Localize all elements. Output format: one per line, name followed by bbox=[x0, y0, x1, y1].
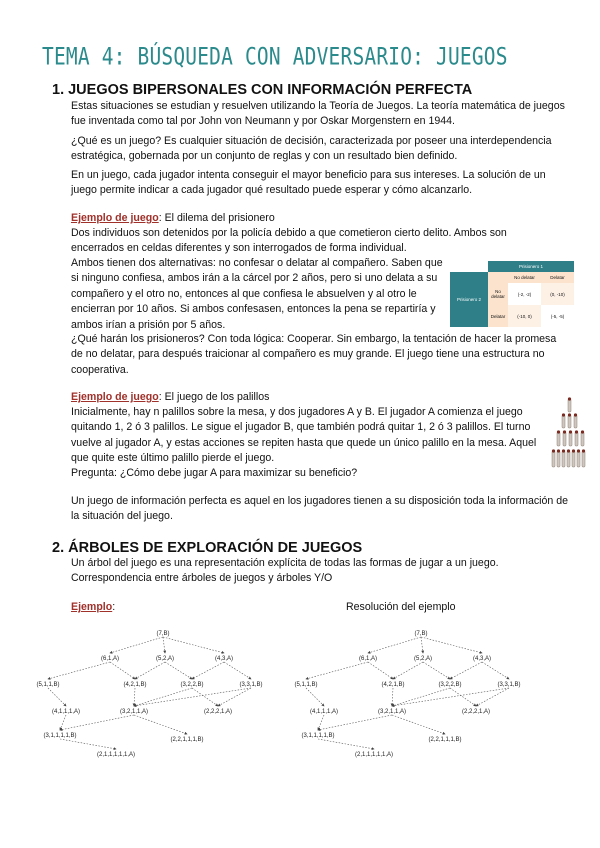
tree-edge bbox=[482, 662, 509, 679]
game-tree-resolution bbox=[294, 631, 520, 758]
tree-edge bbox=[135, 662, 165, 679]
tree-example-header bbox=[71, 600, 115, 615]
example-2-label: Ejemplo de juego bbox=[71, 391, 159, 403]
tree-node: (3,2,2,B) bbox=[180, 682, 204, 688]
section-2-body: Un árbol del juego es una representación explícita de todas las formas de jugar a un juego. Correspondencia entre árboles de juegos y árboles Y/O bbox=[71, 557, 499, 585]
tree-edge bbox=[450, 662, 482, 679]
tree-edge bbox=[60, 715, 134, 730]
tree-node: (4,1,1,1,A) bbox=[51, 709, 81, 715]
example-1-header bbox=[71, 211, 571, 226]
example-2-question: Pregunta: ¿Cómo debe jugar A para maximizar su beneficio? bbox=[71, 467, 358, 479]
tree-edge bbox=[393, 662, 423, 679]
tree-edge bbox=[48, 662, 110, 679]
tree-node: (3,3,1,B) bbox=[239, 682, 263, 688]
tree-edge bbox=[392, 688, 509, 706]
tree-edge bbox=[60, 739, 116, 749]
example-1-body: Ambos tienen dos alternativas: no confesar o delatar al compañero. Saben que si ninguno confiesa, ambos irán a la cárcel por 2 años, pero si uno delata a su compañero y el otro no, entonces al que confiesa le absuelven y al otro le encierran por 10 años. Si ambos confesasen, entonces la pena se repartiría y ambos irían a prisión por 5 años. bbox=[71, 257, 443, 331]
tree-node: (5,1,1,B) bbox=[294, 682, 318, 688]
tree-edge bbox=[318, 715, 324, 730]
matchsticks-illustration bbox=[550, 395, 590, 473]
tree-edge bbox=[392, 688, 393, 706]
paragraph-what-is-game: ¿Qué es un juego? Es cualquier situación de decisión, caracterizada por poseer una interdependencia estratégica, gobernada por un conjunto de reglas y con un resultado bien definido. bbox=[71, 135, 552, 163]
tree-edge bbox=[60, 715, 66, 730]
tree-edge bbox=[368, 662, 393, 679]
tree-example-label: Ejemplo bbox=[71, 601, 113, 613]
payoff-cell: (0, -10) bbox=[541, 283, 574, 305]
tree-edge bbox=[318, 739, 374, 749]
tree-edge bbox=[192, 688, 218, 706]
tree-edge bbox=[392, 715, 445, 734]
paragraph-solution: En un juego, cada jugador intenta conseguir el mayor beneficio para sus intereses. La solución de un juego permite indicar a cada jugador qué resultado puede esperar y cómo alcanzarlo. bbox=[71, 169, 546, 197]
tree-edge bbox=[165, 662, 192, 679]
payoff-col-header: Delatar bbox=[541, 272, 574, 283]
payoff-table bbox=[450, 261, 574, 327]
tree-node: (4,3,A) bbox=[472, 656, 492, 662]
tree-node: (3,2,1,1,A) bbox=[377, 709, 407, 715]
tree-edge bbox=[224, 662, 251, 679]
tree-node: (2,2,1,1,1,B) bbox=[428, 737, 462, 743]
tree-node: (6,1,A) bbox=[100, 656, 120, 662]
tree-node: (4,2,1,B) bbox=[123, 682, 147, 688]
tree-node: (2,2,2,1,A) bbox=[203, 709, 233, 715]
payoff-cell: (-5, -5) bbox=[541, 305, 574, 327]
tree-node: (3,1,1,1,1,B) bbox=[301, 733, 335, 739]
game-trees bbox=[0, 620, 600, 770]
tree-node: (5,1,1,B) bbox=[36, 682, 60, 688]
paragraph-intro: Estas situaciones se estudian y resuelven utilizando la Teoría de Juegos. La teoría matemática de juegos fue inventada como tal por John von Neumann y por Oskar Morgenstern en 1944. bbox=[71, 100, 565, 128]
tree-node: (6,1,A) bbox=[358, 656, 378, 662]
tree-node: (2,2,1,1,1,B) bbox=[170, 737, 204, 743]
tree-edge bbox=[450, 688, 476, 706]
tree-edge bbox=[423, 662, 450, 679]
tree-node: (2,1,1,1,1,1,A) bbox=[354, 752, 394, 758]
payoff-cell: (-10, 0) bbox=[508, 305, 541, 327]
section-1-heading: 1. JUEGOS BIPERSONALES CON INFORMACIÓN PERFECTA bbox=[52, 82, 473, 98]
tree-edge bbox=[110, 662, 135, 679]
page-title: TEMA 4: BÚSQUEDA CON ADVERSARIO: JUEGOS bbox=[42, 42, 508, 71]
tree-edge bbox=[192, 662, 224, 679]
tree-node: (5,2,A) bbox=[155, 656, 175, 662]
section-2-heading: 2. ÁRBOLES DE EXPLORACIÓN DE JUEGOS bbox=[52, 540, 363, 556]
tree-node: (5,2,A) bbox=[413, 656, 433, 662]
tree-node: (3,2,1,1,A) bbox=[119, 709, 149, 715]
tree-edge bbox=[306, 688, 324, 706]
game-tree-example bbox=[36, 631, 262, 758]
payoff-row-header: No delatar bbox=[488, 283, 508, 305]
tree-node: (3,1,1,1,1,B) bbox=[43, 733, 77, 739]
tree-edge bbox=[163, 637, 165, 653]
tree-node: (4,2,1,B) bbox=[381, 682, 405, 688]
tree-edge bbox=[306, 662, 368, 679]
tree-edge bbox=[368, 637, 421, 653]
tree-edge bbox=[163, 637, 224, 653]
example-1-intro: Dos individuos son detenidos por la policía debido a que cometieron cierto delito. Ambos son encerrados en celdas diferentes y son interrogados de forma individual. bbox=[71, 227, 507, 255]
tree-edge bbox=[134, 688, 192, 706]
closing-paragraph: Un juego de información perfecta es aquel en los jugadores tienen a su disposición toda la información de la situación del juego. bbox=[71, 495, 569, 523]
tree-example-colon: : bbox=[112, 601, 116, 613]
tree-node: (7,B) bbox=[156, 631, 170, 637]
tree-edge bbox=[392, 688, 450, 706]
tree-edge bbox=[421, 637, 482, 653]
tree-node: (3,2,2,B) bbox=[438, 682, 462, 688]
tree-node: (7,B) bbox=[414, 631, 428, 637]
tree-edge bbox=[134, 688, 135, 706]
tree-edge bbox=[48, 688, 66, 706]
tree-node: (4,1,1,1,A) bbox=[309, 709, 339, 715]
example-1-title: : El dilema del prisionero bbox=[158, 212, 275, 224]
payoff-col-player: Prisionero 1 bbox=[488, 261, 574, 272]
example-1-label: Ejemplo de juego bbox=[71, 212, 159, 224]
tree-edge bbox=[318, 715, 392, 730]
example-2-body: Inicialmente, hay n palillos sobre la mesa, y dos jugadores A y B. El jugador A comienza el juego quitando 1, 2 ó 3 palillos. Le sigue el jugador B, que también podrá quitar 1, 2 ó 3 palillos. El turno vuelve al jugador A, y estas acciones se repiten hasta que quede un único palillo en la mesa. Aquel que quite este último palillo pierde el juego. bbox=[71, 406, 537, 465]
example-2-title: : El juego de los palillos bbox=[158, 391, 270, 403]
example-2-header bbox=[71, 390, 571, 405]
payoff-row-player: Prisionero 2 bbox=[450, 272, 488, 327]
tree-node: (2,1,1,1,1,1,A) bbox=[96, 752, 136, 758]
resolution-label: Resolución del ejemplo bbox=[346, 601, 456, 613]
tree-edge bbox=[134, 715, 187, 734]
payoff-cell: (-2, -2) bbox=[508, 283, 541, 305]
tree-node: (2,2,2,1,A) bbox=[461, 709, 491, 715]
tree-edge bbox=[110, 637, 163, 653]
tree-edge bbox=[218, 688, 251, 706]
tree-node: (3,3,1,B) bbox=[497, 682, 521, 688]
tree-edge bbox=[134, 688, 251, 706]
payoff-col-header: No delatar bbox=[508, 272, 541, 283]
example-1-conclusion: ¿Qué harán los prisioneros? Con toda lógica: Cooperar. Sin embargo, la tentación de hacer la promesa de no delatar, para después traicionar al compañero es muy grande. El juego tiene una estructura no cooperativa. bbox=[71, 333, 557, 376]
tree-edge bbox=[421, 637, 423, 653]
tree-edge bbox=[476, 688, 509, 706]
tree-node: (4,3,A) bbox=[214, 656, 234, 662]
payoff-row-header: Delatar bbox=[488, 305, 508, 327]
